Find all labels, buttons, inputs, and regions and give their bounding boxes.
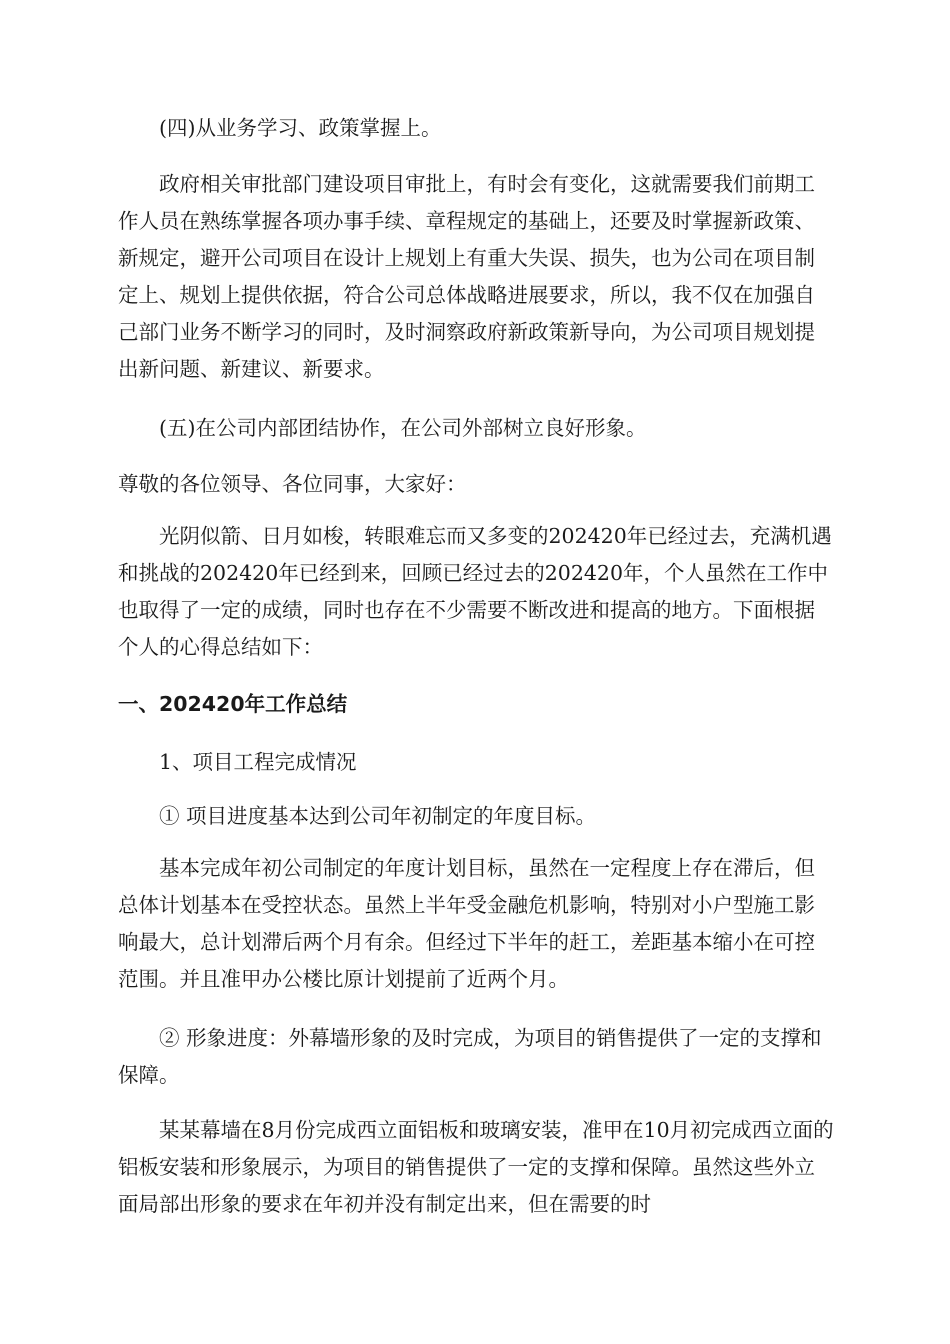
- progress-item-2: ② 形象进度：外幕墙形象的及时完成，为项目的销售提供了一定的支撑和保障。: [118, 1026, 822, 1087]
- project-completion-subheading: 1、项目工程完成情况: [159, 750, 357, 774]
- section-4-heading: (四)从业务学习、政策掌握上。: [159, 116, 442, 140]
- work-summary-heading: 一、202420年工作总结: [118, 692, 348, 716]
- facade-paragraph: 某某幕墙在8月份完成西立面铝板和玻璃安装，准甲在10月初完成西立面的铝板安装和形象展示，为项目的销售提供了一定的支撑和保障。虽然这些外立面局部出形象的要求在年初并没有制定出来，但在需要的时: [118, 1118, 834, 1216]
- progress-item-1: ① 项目进度基本达到公司年初制定的年度目标。: [159, 804, 597, 828]
- section-5-heading: (五)在公司内部团结协作，在公司外部树立良好形象。: [159, 416, 647, 440]
- progress-paragraph: 基本完成年初公司制定的年度计划目标，虽然在一定程度上存在滞后，但总体计划基本在受控状态。虽然上半年受金融危机影响，特别对小户型施工影响最大，总计划滞后两个月有余。但经过下半年的赶工，差距基本缩小在可控范围。并且准甲办公楼比原计划提前了近两个月。: [118, 856, 815, 991]
- policy-paragraph: 政府相关审批部门建设项目审批上，有时会有变化，这就需要我们前期工作人员在熟练掌握各项办事手续、章程规定的基础上，还要及时掌握新政策、新规定，避开公司项目在设计上规划上有重大失误、损失，也为公司在项目制定上、规划上提供依据，符合公司总体战略进展要求，所以，我不仅在加强自己部门业务不断学习的同时，及时洞察政府新政策新导向，为公司项目规划提出新问题、新建议、新要求。: [118, 172, 815, 381]
- intro-paragraph: 光阴似箭、日月如梭，转眼难忘而又多变的202420年已经过去，充满机遇和挑战的202420年已经到来，回顾已经过去的202420年，个人虽然在工作中也取得了一定的成绩，同时也存在不少需要不断改进和提高的地方。下面根据个人的心得总结如下：: [118, 524, 832, 659]
- greeting-line: 尊敬的各位领导、各位同事，大家好：: [118, 472, 467, 496]
